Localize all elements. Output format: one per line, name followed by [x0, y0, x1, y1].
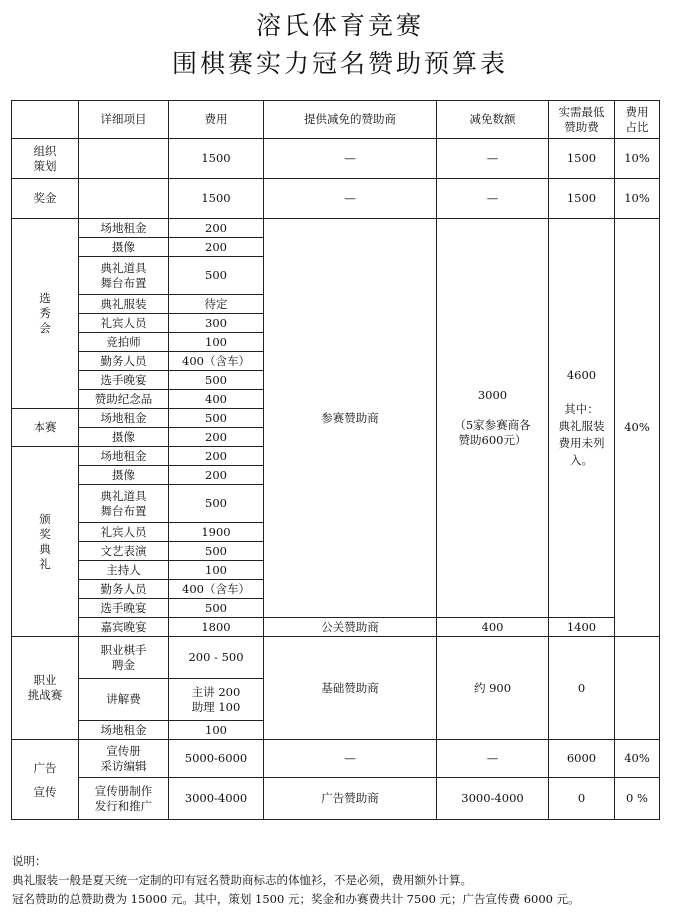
item-cell: 文艺表演	[79, 542, 169, 561]
category-cell: 选 秀 会	[12, 219, 79, 409]
cost-cell: 500	[169, 371, 264, 390]
category-cell: 本赛	[12, 409, 79, 447]
cost-cell: 待定	[169, 295, 264, 314]
item-cell: 选手晚宴	[79, 371, 169, 390]
min-fee-cell: 0	[549, 778, 615, 820]
cost-cell: 400	[169, 390, 264, 409]
item-cell: 选手晚宴	[79, 599, 169, 618]
cost-cell: 500	[169, 257, 264, 295]
table-row	[12, 179, 660, 219]
item-cell: 职业棋手 聘金	[79, 637, 169, 679]
table-row	[12, 637, 660, 679]
item-cell: 主持人	[79, 561, 169, 580]
reduction-cell: 约 900	[437, 637, 549, 740]
cost-cell: 500	[169, 542, 264, 561]
cost-cell: 200	[169, 466, 264, 485]
category-cell: 广告 宣传	[12, 740, 79, 820]
item-cell: 勤务人员	[79, 352, 169, 371]
sponsor-cell: 参赛赞助商	[264, 219, 437, 618]
item-cell: 摄像	[79, 428, 169, 447]
cost-cell: 400（含车）	[169, 580, 264, 599]
item-cell: 宣传册制作 发行和推广	[79, 778, 169, 820]
reduction-cell: —	[437, 179, 549, 219]
item-cell: 典礼服装	[79, 295, 169, 314]
header-reduction: 减免数额	[437, 101, 549, 139]
cost-cell: 1900	[169, 523, 264, 542]
item-cell: 勤务人员	[79, 580, 169, 599]
min-fee-cell: 1500	[549, 179, 615, 219]
title-line-2: 围棋赛实力冠名赞助预算表	[171, 49, 508, 78]
ratio-cell: 40%	[615, 740, 660, 778]
category-cell: 组织 策划	[12, 139, 79, 179]
cost-cell: 500	[169, 485, 264, 523]
item-cell: 典礼道具 舞台布置	[79, 485, 169, 523]
cost-cell: 500	[169, 599, 264, 618]
cost-cell: 400（含车）	[169, 352, 264, 371]
item-cell	[79, 179, 169, 219]
sponsor-cell: —	[264, 179, 437, 219]
ratio-cell	[615, 637, 660, 740]
cost-cell: 200	[169, 219, 264, 238]
header-cost: 费用	[169, 101, 264, 139]
cost-cell: 300	[169, 314, 264, 333]
header-category	[12, 101, 79, 139]
sponsor-cell: 广告赞助商	[264, 778, 437, 820]
header-item: 详细项目	[79, 101, 169, 139]
notes-heading: 说明：	[12, 854, 47, 868]
table-row	[12, 139, 660, 179]
item-cell	[79, 139, 169, 179]
min-fee-cell: 6000	[549, 740, 615, 778]
budget-table	[11, 100, 660, 820]
cost-cell: 主讲 200 助理 100	[169, 679, 264, 721]
ratio-cell: 0 %	[615, 778, 660, 820]
min-fee-cell: 4600 其中： 典礼服装 费用未列 入。	[549, 219, 615, 618]
sponsor-cell: —	[264, 139, 437, 179]
ratio-cell: 10%	[615, 139, 660, 179]
sponsor-cell: 公关赞助商	[264, 618, 437, 637]
cost-cell: 1500	[169, 139, 264, 179]
item-cell: 宣传册 采访编辑	[79, 740, 169, 778]
notes-line-1: 典礼服装一般是夏天统一定制的印有冠名赞助商标志的体恤衫，不是必须，费用额外计算。	[12, 873, 472, 887]
cost-cell: 100	[169, 333, 264, 352]
header-ratio: 费用 占比	[615, 101, 660, 139]
reduction-cell: 400	[437, 618, 549, 637]
cost-cell: 1500	[169, 179, 264, 219]
item-cell: 场地租金	[79, 409, 169, 428]
cost-cell: 200	[169, 447, 264, 466]
min-fee-cell: 1400	[549, 618, 615, 637]
table-row	[12, 219, 660, 238]
item-cell: 摄像	[79, 238, 169, 257]
item-cell: 礼宾人员	[79, 314, 169, 333]
cost-cell: 3000-4000	[169, 778, 264, 820]
reduction-cell: —	[437, 139, 549, 179]
cost-cell: 200	[169, 238, 264, 257]
ratio-cell: 10%	[615, 179, 660, 219]
item-cell: 嘉宾晚宴	[79, 618, 169, 637]
item-cell: 摄像	[79, 466, 169, 485]
cost-cell: 1800	[169, 618, 264, 637]
table-row	[12, 618, 660, 637]
item-cell: 典礼道具 舞台布置	[79, 257, 169, 295]
reduction-cell: —	[437, 740, 549, 778]
category-cell: 颁 奖 典 礼	[12, 447, 79, 637]
cost-cell: 5000-6000	[169, 740, 264, 778]
header-row	[12, 101, 660, 139]
cost-cell: 200 - 500	[169, 637, 264, 679]
item-cell: 场地租金	[79, 447, 169, 466]
cost-cell: 100	[169, 721, 264, 740]
reduction-cell: 3000 （5家参赛商各 赞助600元）	[437, 219, 549, 618]
header-sponsor: 提供减免的赞助商	[264, 101, 437, 139]
item-cell: 赞助纪念品	[79, 390, 169, 409]
item-cell: 场地租金	[79, 721, 169, 740]
table-row	[12, 740, 660, 778]
title-line-1: 溶氏体育竞赛	[255, 11, 424, 40]
ratio-cell: 40%	[615, 219, 660, 637]
notes	[12, 852, 580, 909]
cost-cell: 200	[169, 428, 264, 447]
cost-cell: 500	[169, 409, 264, 428]
min-fee-cell: 1500	[549, 139, 615, 179]
item-cell: 讲解费	[79, 679, 169, 721]
cost-cell: 100	[169, 561, 264, 580]
item-cell: 场地租金	[79, 219, 169, 238]
category-cell: 职业 挑战赛	[12, 637, 79, 740]
min-fee-cell: 0	[549, 637, 615, 740]
notes-line-2: 冠名赞助的总赞助费为 15000 元。其中，策划 1500 元；奖金和办赛费共计 7500 元；广告宣传费 6000 元。	[12, 892, 580, 906]
sponsor-cell: 基础赞助商	[264, 637, 437, 740]
reduction-cell: 3000-4000	[437, 778, 549, 820]
sponsor-cell: —	[264, 740, 437, 778]
header-min-fee: 实需最低 赞助费	[549, 101, 615, 139]
item-cell: 竞拍师	[79, 333, 169, 352]
table-row	[12, 778, 660, 820]
category-cell: 奖金	[12, 179, 79, 219]
item-cell: 礼宾人员	[79, 523, 169, 542]
